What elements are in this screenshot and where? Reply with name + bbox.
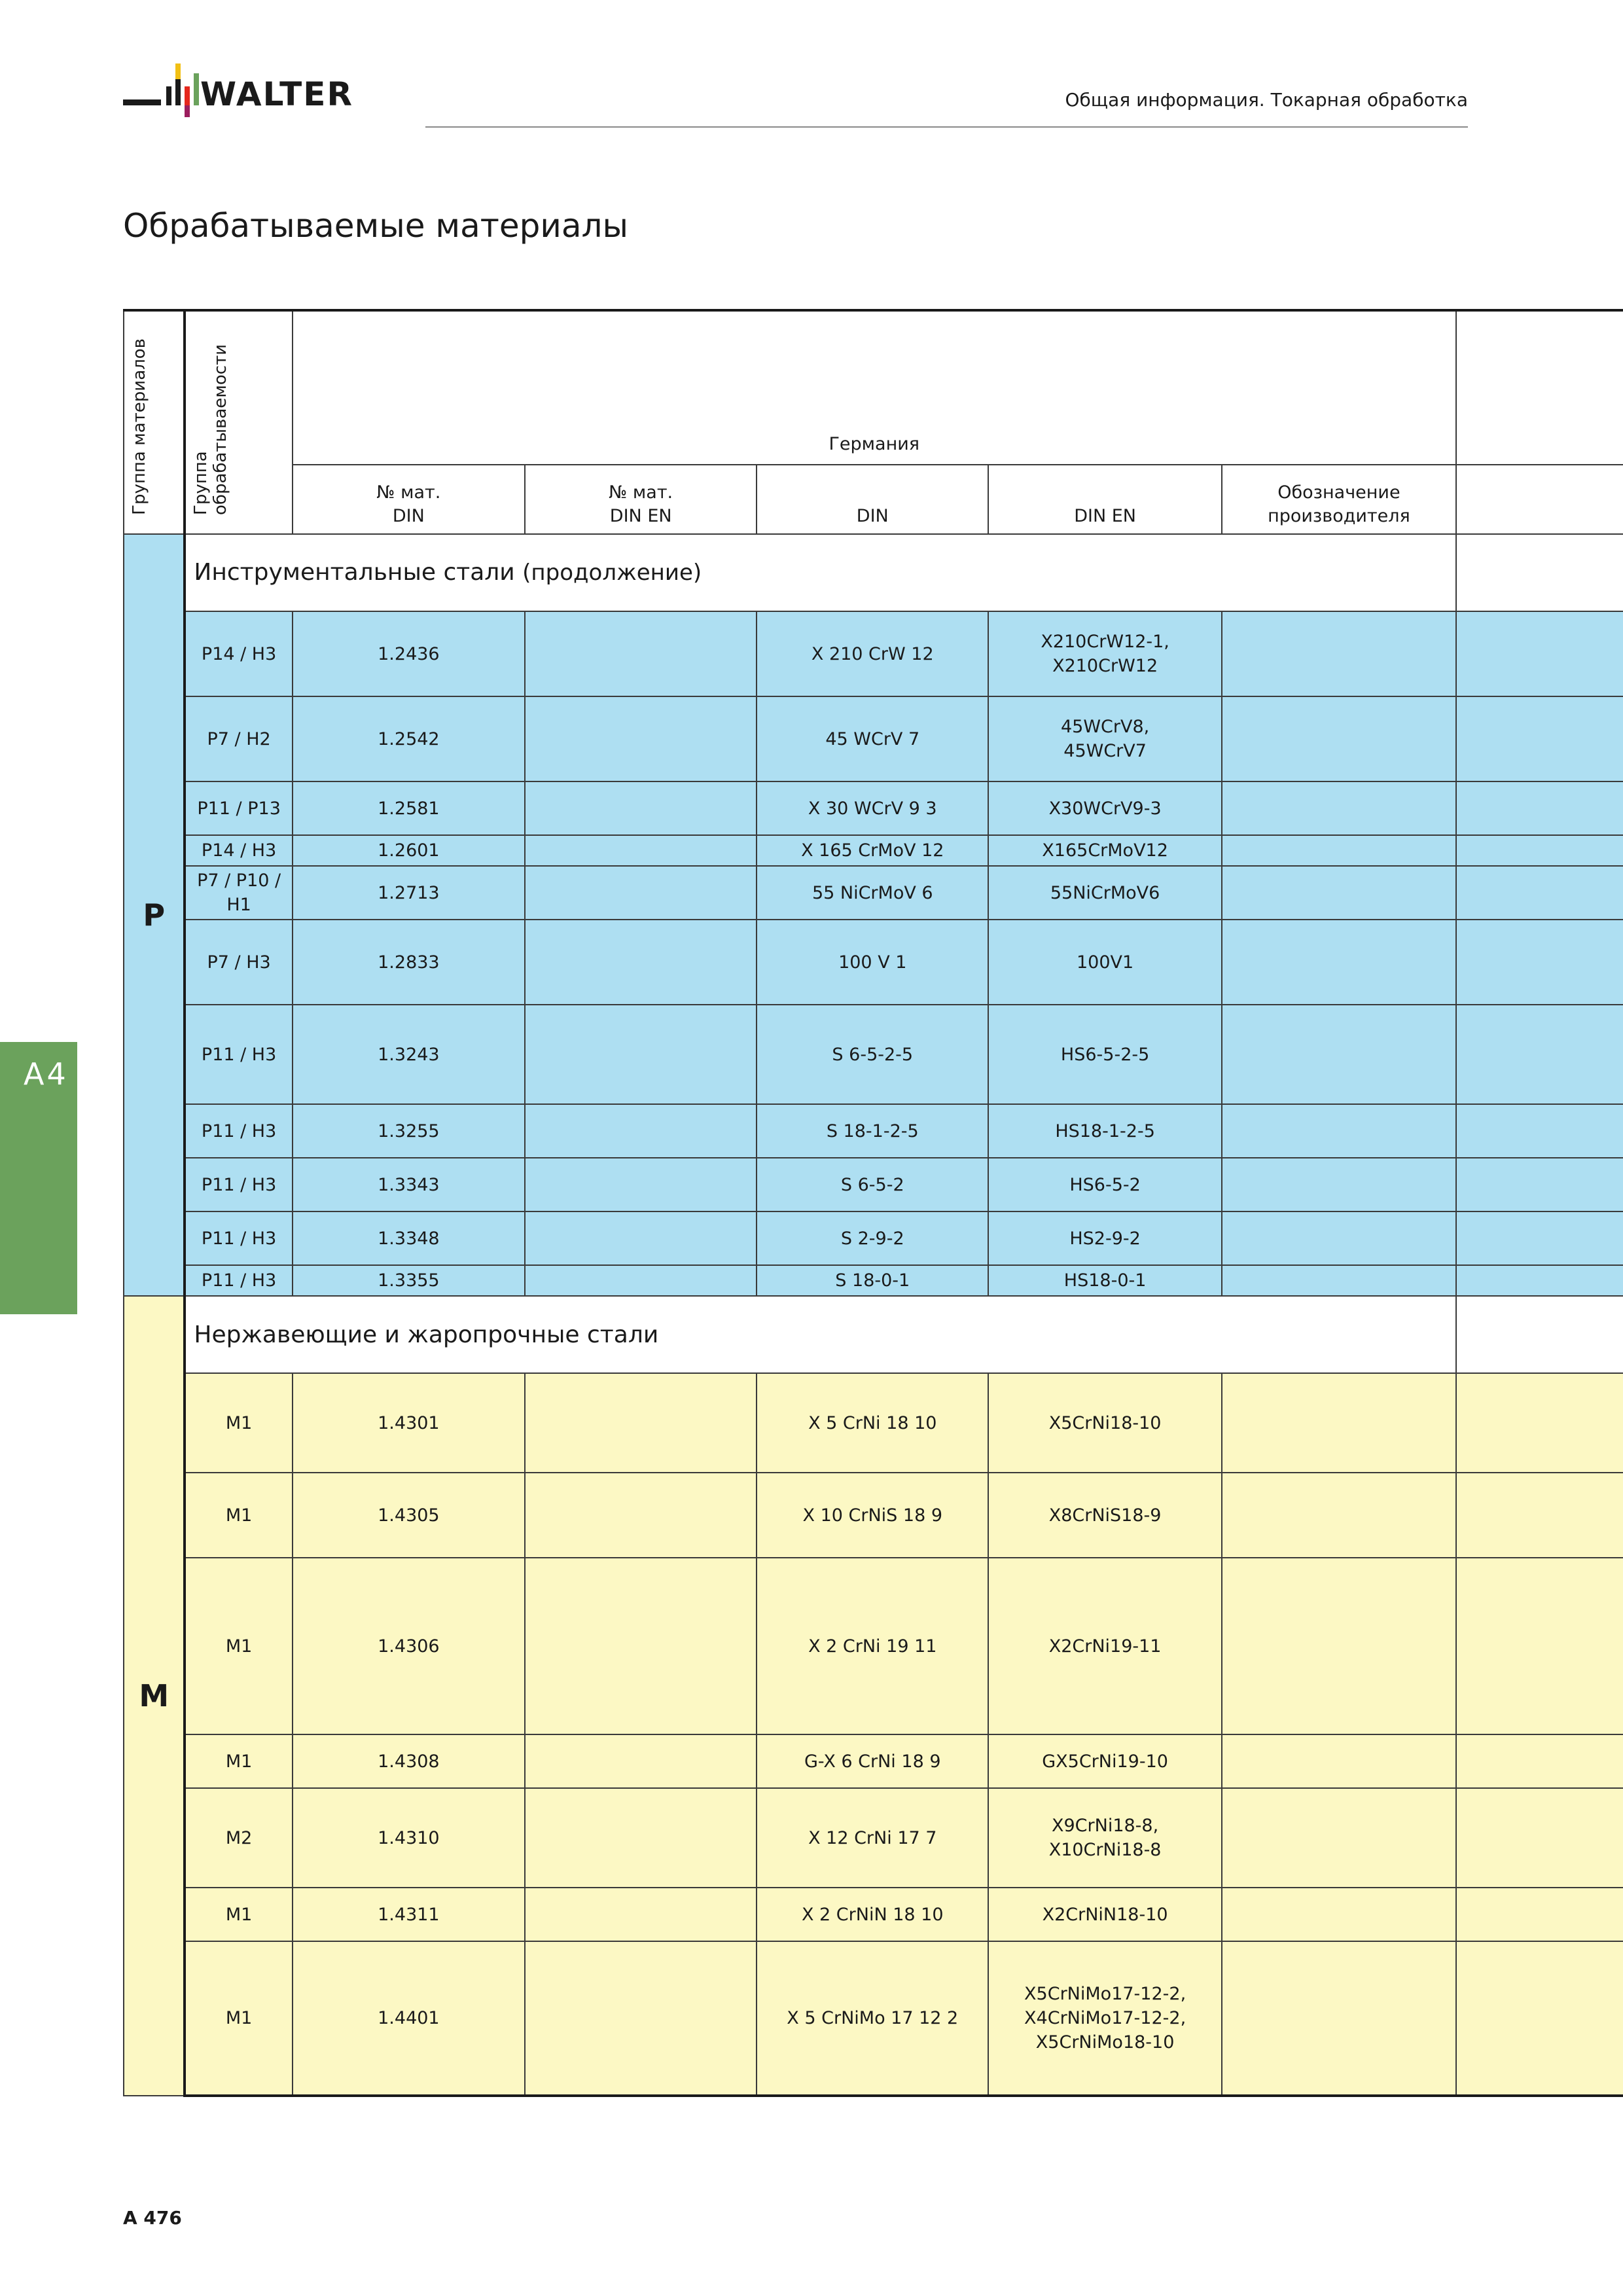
mat-no-din-en-cell bbox=[525, 1265, 757, 1296]
din-en-cell: HS18-0-1 bbox=[988, 1265, 1222, 1296]
table-row bbox=[124, 1473, 1623, 1558]
header-country: Германия bbox=[293, 310, 1456, 465]
header-mat-no-din: № мат. DIN bbox=[293, 465, 525, 534]
continuation-cell bbox=[1456, 1888, 1623, 1941]
din-cell: 100 V 1 bbox=[757, 920, 988, 1005]
table-row bbox=[124, 1941, 1623, 2096]
machinability-group-cell: M1 bbox=[185, 1558, 292, 1734]
mat-no-din-en-cell bbox=[525, 1788, 757, 1888]
manufacturer-cell bbox=[1222, 1373, 1456, 1473]
din-en-cell: HS2-9-2 bbox=[988, 1211, 1222, 1265]
din-en-cell: X2CrNi19-11 bbox=[988, 1558, 1222, 1734]
mat-no-din-en-cell bbox=[525, 1373, 757, 1473]
manufacturer-cell bbox=[1222, 1265, 1456, 1296]
mat-no-din-en-cell bbox=[525, 1941, 757, 2096]
mat-no-din-en-cell bbox=[525, 1734, 757, 1788]
din-cell: X 10 CrNiS 18 9 bbox=[757, 1473, 988, 1558]
din-cell: X 2 CrNiN 18 10 bbox=[757, 1888, 988, 1941]
continuation-cell bbox=[1456, 1005, 1623, 1104]
mat-no-din-cell: 1.4305 bbox=[293, 1473, 525, 1558]
manufacturer-cell bbox=[1222, 866, 1456, 920]
table-row bbox=[124, 920, 1623, 1005]
manufacturer-cell bbox=[1222, 1734, 1456, 1788]
machinability-group-cell: P14 / H3 bbox=[185, 835, 292, 866]
table-row bbox=[124, 1558, 1623, 1734]
manufacturer-cell bbox=[1222, 1005, 1456, 1104]
mat-no-din-en-cell bbox=[525, 835, 757, 866]
table-row bbox=[124, 1005, 1623, 1104]
header-next-col bbox=[1456, 465, 1623, 534]
din-cell: X 165 CrMoV 12 bbox=[757, 835, 988, 866]
din-cell: G-X 6 CrNi 18 9 bbox=[757, 1734, 988, 1788]
header-material-group: Группа материалов bbox=[124, 310, 185, 534]
continuation-cell bbox=[1456, 1104, 1623, 1158]
machinability-group-cell: P11 / H3 bbox=[185, 1211, 292, 1265]
logo-text: WALTER bbox=[200, 75, 353, 113]
continuation-cell bbox=[1456, 866, 1623, 920]
section-heading bbox=[185, 534, 1455, 611]
din-cell: S 18-1-2-5 bbox=[757, 1104, 988, 1158]
continuation-cell bbox=[1456, 1941, 1623, 2096]
mat-no-din-en-cell bbox=[525, 1158, 757, 1211]
mat-no-din-cell: 1.2713 bbox=[293, 866, 525, 920]
mat-no-din-en-cell bbox=[525, 1005, 757, 1104]
chapter-tab bbox=[0, 1042, 77, 1314]
manufacturer-cell bbox=[1222, 1211, 1456, 1265]
header-divider bbox=[425, 126, 1468, 128]
mat-no-din-en-cell bbox=[525, 611, 757, 696]
header-din-en: DIN EN bbox=[988, 465, 1222, 534]
materials-table bbox=[123, 309, 1623, 2097]
continuation-cell bbox=[1456, 1558, 1623, 1734]
mat-no-din-cell: 1.4301 bbox=[293, 1373, 525, 1473]
mat-no-din-en-cell bbox=[525, 781, 757, 835]
mat-no-din-en-cell bbox=[525, 1473, 757, 1558]
section-continuation bbox=[1456, 534, 1623, 611]
walter-logo bbox=[123, 60, 398, 132]
continuation-cell bbox=[1456, 1211, 1623, 1265]
section-note: (продолжение) bbox=[522, 560, 702, 586]
din-cell: X 30 WCrV 9 3 bbox=[757, 781, 988, 835]
din-en-cell: X9CrNi18-8, X10CrNi18-8 bbox=[988, 1788, 1222, 1888]
din-en-cell: 100V1 bbox=[988, 920, 1222, 1005]
din-en-cell: HS18-1-2-5 bbox=[988, 1104, 1222, 1158]
mat-no-din-en-cell bbox=[525, 1888, 757, 1941]
din-en-cell: HS6-5-2-5 bbox=[988, 1005, 1222, 1104]
din-cell: 55 NiCrMoV 6 bbox=[757, 866, 988, 920]
din-en-cell: HS6-5-2 bbox=[988, 1158, 1222, 1211]
chapter-tab-label: A4 bbox=[24, 1056, 69, 1092]
din-cell: X 5 CrNi 18 10 bbox=[757, 1373, 988, 1473]
manufacturer-cell bbox=[1222, 781, 1456, 835]
din-en-cell: X210CrW12-1, X210CrW12 bbox=[988, 611, 1222, 696]
din-cell: X 12 CrNi 17 7 bbox=[757, 1788, 988, 1888]
continuation-cell bbox=[1456, 696, 1623, 781]
din-en-cell: X30WCrV9-3 bbox=[988, 781, 1222, 835]
mat-no-din-cell: 1.4401 bbox=[293, 1941, 525, 2096]
din-cell: S 6-5-2 bbox=[757, 1158, 988, 1211]
continuation-cell bbox=[1456, 611, 1623, 696]
header-din: DIN bbox=[757, 465, 988, 534]
machinability-group-cell: P14 / H3 bbox=[185, 611, 292, 696]
page-number: A 476 bbox=[123, 2207, 182, 2229]
section-continuation bbox=[1456, 1296, 1623, 1373]
table-row bbox=[124, 1211, 1623, 1265]
manufacturer-cell bbox=[1222, 611, 1456, 696]
mat-no-din-cell: 1.3348 bbox=[293, 1211, 525, 1265]
din-cell: X 2 CrNi 19 11 bbox=[757, 1558, 988, 1734]
mat-no-din-cell: 1.2436 bbox=[293, 611, 525, 696]
machinability-group-cell: P7 / H3 bbox=[185, 920, 292, 1005]
continuation-cell bbox=[1456, 781, 1623, 835]
machinability-group-cell: M2 bbox=[185, 1788, 292, 1888]
mat-no-din-en-cell bbox=[525, 696, 757, 781]
material-group-p: P bbox=[124, 534, 185, 1296]
header-machinability-group: Группа обрабатываемости bbox=[185, 310, 292, 534]
machinability-group-cell: P11 / H3 bbox=[185, 1005, 292, 1104]
din-cell: S 6-5-2-5 bbox=[757, 1005, 988, 1104]
mat-no-din-en-cell bbox=[525, 1104, 757, 1158]
continuation-cell bbox=[1456, 835, 1623, 866]
section-heading bbox=[185, 1296, 1455, 1373]
table-row bbox=[124, 1888, 1623, 1941]
din-en-cell: X2CrNiN18-10 bbox=[988, 1888, 1222, 1941]
manufacturer-cell bbox=[1222, 835, 1456, 866]
table-row bbox=[124, 1158, 1623, 1211]
mat-no-din-cell: 1.2581 bbox=[293, 781, 525, 835]
mat-no-din-cell: 1.2833 bbox=[293, 920, 525, 1005]
mat-no-din-cell: 1.3355 bbox=[293, 1265, 525, 1296]
section-title: Инструментальные стали bbox=[194, 559, 515, 586]
din-en-cell: X8CrNiS18-9 bbox=[988, 1473, 1222, 1558]
din-en-cell: X5CrNiMo17-12-2, X4CrNiMo17-12-2, X5CrNiMo18-10 bbox=[988, 1941, 1222, 2096]
din-cell: S 18-0-1 bbox=[757, 1265, 988, 1296]
din-cell: S 2-9-2 bbox=[757, 1211, 988, 1265]
continuation-cell bbox=[1456, 1265, 1623, 1296]
machinability-group-cell: P11 / P13 bbox=[185, 781, 292, 835]
mat-no-din-cell: 1.4310 bbox=[293, 1788, 525, 1888]
mat-no-din-cell: 1.4308 bbox=[293, 1734, 525, 1788]
manufacturer-cell bbox=[1222, 1104, 1456, 1158]
section-title: Общая информация. Токарная обработка bbox=[1065, 89, 1468, 111]
din-en-cell: 45WCrV8, 45WCrV7 bbox=[988, 696, 1222, 781]
table-row bbox=[124, 1788, 1623, 1888]
machinability-group-cell: P11 / H3 bbox=[185, 1158, 292, 1211]
table-row bbox=[124, 1373, 1623, 1473]
continuation-cell bbox=[1456, 1158, 1623, 1211]
din-en-cell: X165CrMoV12 bbox=[988, 835, 1222, 866]
table-row bbox=[124, 1265, 1623, 1296]
continuation-cell bbox=[1456, 920, 1623, 1005]
header-mat-no-din-en: № мат. DIN EN bbox=[525, 465, 757, 534]
mat-no-din-en-cell bbox=[525, 1211, 757, 1265]
machinability-group-cell: P7 / P10 / H1 bbox=[185, 866, 292, 920]
machinability-group-cell: M1 bbox=[185, 1473, 292, 1558]
din-en-cell: GX5CrNi19-10 bbox=[988, 1734, 1222, 1788]
mat-no-din-cell: 1.2601 bbox=[293, 835, 525, 866]
section-title: Нержавеющие и жаропрочные стали bbox=[194, 1321, 659, 1348]
materials-table-body bbox=[124, 534, 1623, 2096]
manufacturer-cell bbox=[1222, 1158, 1456, 1211]
material-group-m: M bbox=[124, 1296, 185, 2096]
manufacturer-cell bbox=[1222, 696, 1456, 781]
mat-no-din-cell: 1.3255 bbox=[293, 1104, 525, 1158]
machinability-group-cell: M1 bbox=[185, 1941, 292, 2096]
machinability-group-cell: P11 / H3 bbox=[185, 1104, 292, 1158]
manufacturer-cell bbox=[1222, 1888, 1456, 1941]
table-row bbox=[124, 696, 1623, 781]
din-en-cell: X5CrNi18-10 bbox=[988, 1373, 1222, 1473]
mat-no-din-en-cell bbox=[525, 920, 757, 1005]
machinability-group-cell: P7 / H2 bbox=[185, 696, 292, 781]
continuation-cell bbox=[1456, 1473, 1623, 1558]
manufacturer-cell bbox=[1222, 1558, 1456, 1734]
machinability-group-cell: M1 bbox=[185, 1888, 292, 1941]
table-row bbox=[124, 1734, 1623, 1788]
manufacturer-cell bbox=[1222, 1788, 1456, 1888]
continuation-cell bbox=[1456, 1788, 1623, 1888]
table-row bbox=[124, 1104, 1623, 1158]
manufacturer-cell bbox=[1222, 1473, 1456, 1558]
continuation-cell bbox=[1456, 1734, 1623, 1788]
table-row bbox=[124, 866, 1623, 920]
header-manufacturer: Обозначение производителя bbox=[1222, 465, 1456, 534]
table-row bbox=[124, 611, 1623, 696]
mat-no-din-cell: 1.3243 bbox=[293, 1005, 525, 1104]
mat-no-din-en-cell bbox=[525, 1558, 757, 1734]
manufacturer-cell bbox=[1222, 1941, 1456, 2096]
header-next-country bbox=[1456, 310, 1623, 465]
mat-no-din-cell: 1.4311 bbox=[293, 1888, 525, 1941]
page-title: Обрабатываемые материалы bbox=[123, 206, 628, 245]
machinability-group-cell: P11 / H3 bbox=[185, 1265, 292, 1296]
din-cell: X 5 CrNiMo 17 12 2 bbox=[757, 1941, 988, 2096]
machinability-group-cell: M1 bbox=[185, 1373, 292, 1473]
manufacturer-cell bbox=[1222, 920, 1456, 1005]
mat-no-din-cell: 1.2542 bbox=[293, 696, 525, 781]
table-row bbox=[124, 835, 1623, 866]
din-cell: X 210 CrW 12 bbox=[757, 611, 988, 696]
continuation-cell bbox=[1456, 1373, 1623, 1473]
machinability-group-cell: M1 bbox=[185, 1734, 292, 1788]
table-row bbox=[124, 781, 1623, 835]
mat-no-din-en-cell bbox=[525, 866, 757, 920]
mat-no-din-cell: 1.4306 bbox=[293, 1558, 525, 1734]
mat-no-din-cell: 1.3343 bbox=[293, 1158, 525, 1211]
din-cell: 45 WCrV 7 bbox=[757, 696, 988, 781]
din-en-cell: 55NiCrMoV6 bbox=[988, 866, 1222, 920]
